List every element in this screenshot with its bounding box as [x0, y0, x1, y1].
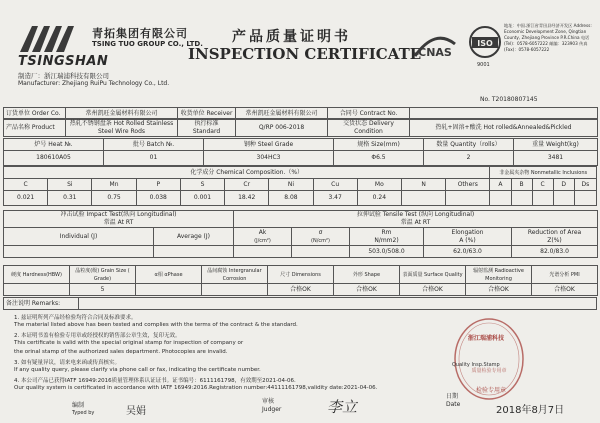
chem-header-cell: D — [553, 179, 574, 191]
size-value: Φ6.5 — [334, 151, 424, 166]
chem-value-cell: 8.08 — [269, 191, 313, 206]
chem-header-cell: Others — [446, 179, 490, 191]
rm-value: 503.0/508.0 — [350, 246, 424, 258]
grain-label: 晶粒度(级) Grain Size ( Grade) — [70, 266, 136, 284]
batch-value: 01 — [104, 151, 204, 166]
tsingshan-logo-icon — [18, 22, 78, 54]
chem-value-cell — [532, 191, 553, 206]
remark-line-9: Our quality system is certificated in accordance with IATF 16949:2016.Registration number:44111161798,validity date:2021-04-06. — [14, 385, 378, 391]
product-info-table — [3, 118, 598, 137]
mechanical-table — [3, 210, 598, 258]
dimensions-value: 合格OK — [268, 284, 334, 296]
rm-label: Rm N/mm2) — [350, 228, 424, 246]
chem-header-cell: Cu — [313, 179, 357, 191]
standard-label: 执行标准 Standard — [178, 119, 236, 137]
certificate-number: No. T20180807145 — [480, 96, 538, 103]
cnas-logo-icon — [412, 34, 458, 60]
heat-label: 炉号 Heat №. — [4, 139, 104, 151]
company-address: 地址：中国.浙江省青田县经济开发区 Address: Economic Development Zone, Qingtian County, Zhejiang Province P.R.China 电话(Tel)：0578-6057222 邮编：323903 传真(Fax)：0578-6057222 — [504, 23, 592, 52]
judger-signature: 李立 — [327, 398, 358, 416]
chem-value-cell — [490, 191, 511, 206]
chem-header-cell: C — [532, 179, 553, 191]
dimensions-label: 尺寸 Dimensions — [268, 266, 334, 284]
chemical-table — [3, 166, 597, 206]
chem-value-cell: 3.47 — [313, 191, 357, 206]
surface-label: 表面质量 Surface Quality — [400, 266, 466, 284]
nonmetal-title: 非金属夹杂物 Nonmetallic Inclusions — [490, 167, 597, 179]
sigma-label: σ (N/cm²) — [292, 228, 350, 246]
stamp-text-c: 检验专用章 — [476, 387, 507, 394]
chem-header-cell: S — [180, 179, 224, 191]
chem-header-cell: C — [4, 179, 48, 191]
iso-number: 9001 — [477, 62, 490, 68]
impact-title: 冲击试验 Impact Test(纵向 Longitudinal) 常温 At RT — [4, 211, 234, 228]
remark-line-5: the orinal stamp of the authorized sales department. Photocopies are invalid. — [14, 349, 228, 355]
orderer-value: 常州凯旺金属材料有限公司 — [66, 108, 178, 120]
hardness-label: 硬度 Hardness(HBW) — [4, 266, 70, 284]
shape-label: 外形 Shape — [334, 266, 400, 284]
iso-label: ISO — [477, 39, 493, 48]
judger-label-cn: 审核 — [262, 398, 275, 405]
alpha-value — [136, 284, 202, 296]
qty-label: 数量 Quantity（rolls） — [424, 139, 514, 151]
remark-line-8: 4. 本公司产品已获得IATF 16949:2016质量管理体系认证证书。证书编号：6111161798，有效期至2021-04-06. — [14, 378, 296, 384]
receiver-label: 收货单位 Receiver — [178, 108, 236, 120]
shape-value: 合格OK — [334, 284, 400, 296]
typed-by-label-cn: 编制 — [72, 402, 85, 409]
weight-value: 3481 — [514, 151, 598, 166]
standard-value: Q/RP 006-2018 — [236, 119, 328, 137]
product-label: 产品名称 Product — [4, 119, 66, 137]
title-en: INSPECTION CERTIFICATE — [188, 45, 422, 63]
chem-header-cell: A — [490, 179, 511, 191]
chem-title: 化学成分 Chemical Composition.（%） — [4, 167, 490, 179]
radioactive-label: 辐射监测 Radioactive Monitoring — [466, 266, 532, 284]
remark-line-2: The material listed above has been tested and complies with the terms of the contract & the standard. — [14, 322, 298, 328]
typed-by-name: 吴娟 — [126, 406, 146, 417]
heat-value: 180610A05 — [4, 151, 104, 166]
qty-value: 2 — [424, 151, 514, 166]
chem-value-cell — [574, 191, 596, 206]
chem-value-cell: 0.001 — [180, 191, 224, 206]
chem-header-cell: Mn — [92, 179, 136, 191]
receiver-value: 常州凯旺金属材料有限公司 — [236, 108, 328, 120]
manufacturer-cn: 制造厂：浙江瑞浦科技有限公司 — [18, 72, 109, 80]
title-cn: 产品质量证明书 — [232, 29, 351, 45]
batch-label: 批号 Batch №. — [104, 139, 204, 151]
chem-value-cell: 0.24 — [357, 191, 401, 206]
elongation-value: 62.0/63.0 — [424, 246, 512, 258]
cnas-label: CNAS — [418, 46, 452, 59]
chem-value-cell: 0.31 — [48, 191, 92, 206]
chem-value-cell — [511, 191, 532, 206]
tensile-title: 拉伸试验 Tensile Test (纵向 Longitudinal) 常温 At RT — [234, 211, 598, 228]
iso-logo-icon — [468, 25, 502, 63]
remark-line-7: If any quality query, please clarify via phone call or fax, indicating the certificate number. — [14, 367, 261, 373]
brand-name-cn: 青拓集团有限公司 — [92, 27, 188, 40]
chem-header-cell: Mo — [357, 179, 401, 191]
pmi-label: 光谱分析 PMI — [532, 266, 598, 284]
manufacturer-en: Manufacturer: Zhejiang RuiPu Technology Co., Ltd. — [18, 80, 170, 87]
batch-table — [3, 138, 598, 166]
delivery-label: 交货状态 Delivery Condition — [328, 119, 410, 137]
grain-value: 5 — [70, 284, 136, 296]
properties-table — [3, 265, 598, 296]
remark-line-4: This certificate is valid with the special original stamp for inspection of company or — [14, 340, 244, 346]
chem-value-cell — [446, 191, 490, 206]
remark-line-3: 2. 本证明书盖有检验专用章或经授权的销售部公章生效，复印无效。 — [14, 333, 181, 339]
brand-wordmark: TSINGSHAN — [18, 54, 109, 69]
chem-header-row — [4, 179, 597, 191]
reduction-label: Reduction of Area Z(%) — [512, 228, 598, 246]
grade-value: 304HC3 — [204, 151, 334, 166]
contract-label: 合同号 Contract No. — [328, 108, 410, 120]
chem-header-cell: B — [511, 179, 532, 191]
chem-value-cell: 0.021 — [4, 191, 48, 206]
orderer-label: 订货单位 Order Co. — [4, 108, 66, 120]
stamp-text-d: 质量检验专用章 — [471, 368, 507, 374]
delivery-value: 热轧+固溶+酸洗 Hot rolled&Annealed&Pickled — [410, 119, 598, 137]
typed-by-label-en: Typed by — [72, 410, 95, 416]
date-label-en: Date — [446, 401, 461, 408]
alpha-label: α相 αPhase — [136, 266, 202, 284]
remarks-header — [3, 297, 597, 310]
pmi-value: 合格OK — [532, 284, 598, 296]
product-value: 热轧不锈钢盘条 Hot Rolled Stainless Steel Wire Rods — [66, 119, 178, 137]
intergranular-value — [202, 284, 268, 296]
chem-header-cell: Ni — [269, 179, 313, 191]
remark-line-6: 3. 如有疑量异议，请来电来函或传真核实。 — [14, 360, 120, 366]
radioactive-value: 合格OK — [466, 284, 532, 296]
brand-name-en: TSING TUO GROUP CO., LTD. — [92, 40, 203, 48]
chem-value-cell: 0.75 — [92, 191, 136, 206]
judger-label-en: Judger — [262, 406, 282, 413]
stamp-text-b: Quality Insp.Stamp — [452, 362, 500, 368]
remark-line-1: 1. 兹证明所列产品经检验均符合合同及标准要求。 — [14, 315, 137, 321]
surface-value: 合格OK — [400, 284, 466, 296]
weight-label: 重量 Weight(kg) — [514, 139, 598, 151]
date-value: 2018年8月7日 — [496, 405, 565, 416]
elongation-label: Elongation A (%) — [424, 228, 512, 246]
hardness-value — [4, 284, 70, 296]
chem-value-cell — [401, 191, 445, 206]
ak-label: Ak (J/cm²) — [234, 228, 292, 246]
date-label-cn: 日期 — [446, 393, 459, 400]
grade-label: 钢种 Steel Grade — [204, 139, 334, 151]
chem-value-cell — [553, 191, 574, 206]
chem-header-cell: Si — [48, 179, 92, 191]
chem-value-cell: 0.038 — [136, 191, 180, 206]
stamp-text-a: 浙江瑞浦科技 — [468, 335, 505, 342]
chem-header-cell: P — [136, 179, 180, 191]
chem-value-row — [4, 191, 597, 206]
reduction-value: 82.0/83.0 — [512, 246, 598, 258]
chem-value-cell: 18.42 — [225, 191, 269, 206]
individual-label: Individual (J) — [4, 228, 154, 246]
intergranular-label: 晶间腐蚀 Intergranular Corrosion — [202, 266, 268, 284]
average-label: Average (J) — [154, 228, 234, 246]
remarks-label: 备注说明 Remarks: — [4, 298, 79, 310]
chem-header-cell: Ds — [574, 179, 596, 191]
chem-header-cell: Cr — [225, 179, 269, 191]
chem-header-cell: N — [401, 179, 445, 191]
size-label: 规格 Size(mm) — [334, 139, 424, 151]
